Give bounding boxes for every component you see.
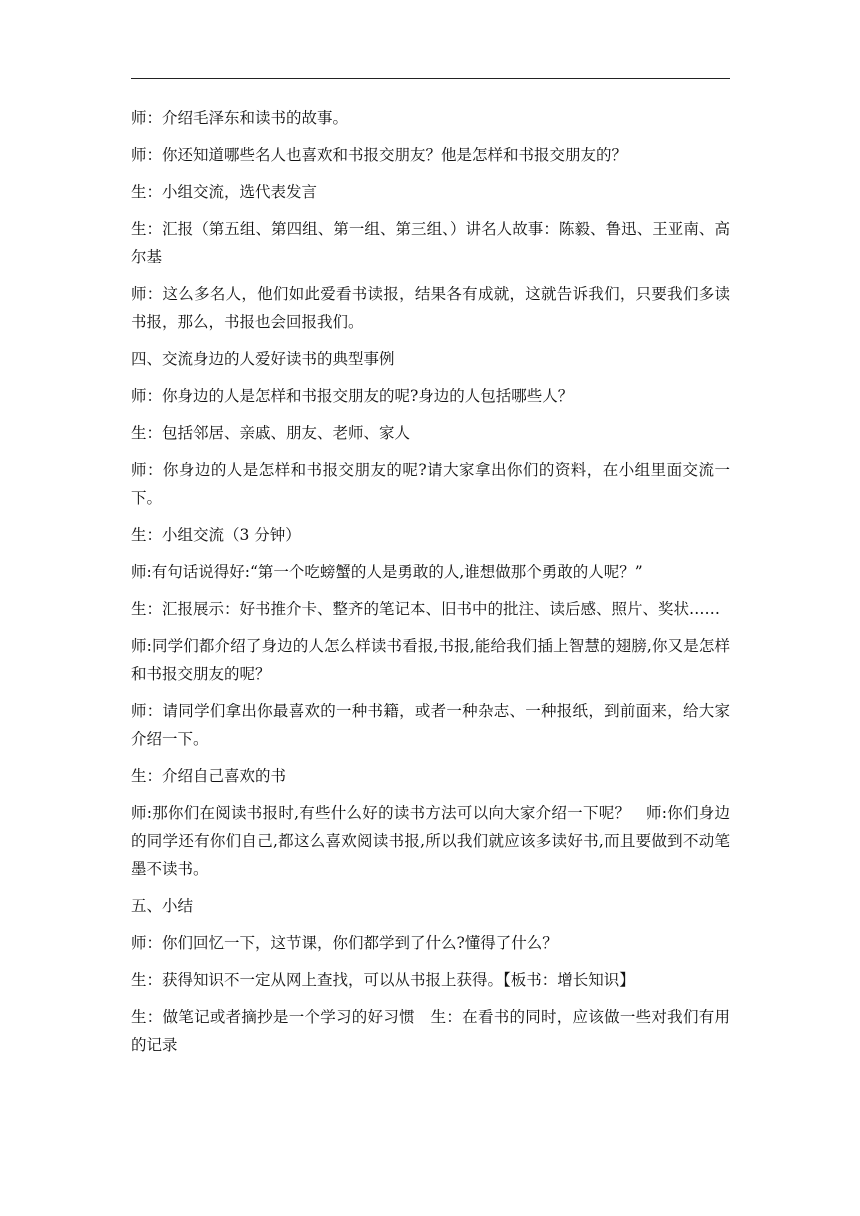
paragraph: 生：获得知识不一定从网上查找，可以从书报上获得。【板书：增长知识】 <box>131 971 635 989</box>
paragraph: 师：请同学们拿出你最喜欢的一种书籍，或者一种杂志、一种报纸，到前面来，给大家介绍一下。 <box>131 702 730 748</box>
header-rule <box>131 78 730 79</box>
paragraph: 师：介绍毛泽东和读书的故事。 <box>131 109 349 127</box>
section-heading: 四、交流身边的人爱好读书的典型事例 <box>131 350 395 368</box>
paragraph: 师：你还知道哪些名人也喜欢和书报交朋友？他是怎样和书报交朋友的？ <box>131 146 628 164</box>
paragraph: 生：介绍自己喜欢的书 <box>131 767 287 785</box>
paragraph: 师：你身边的人是怎样和书报交朋友的呢?请大家拿出你们的资料，在小组里面交流一下。 <box>131 461 730 507</box>
paragraph: 师:有句话说得好:“第一个吃螃蟹的人是勇敢的人,谁想做那个勇敢的人呢？” <box>131 563 643 581</box>
paragraph: 师:同学们都介绍了身边的人怎么样读书看报,书报,能给我们插上智慧的翅膀,你又是怎样和书报交朋友的呢？ <box>131 637 730 683</box>
section-heading: 五、小结 <box>131 897 194 915</box>
paragraph: 生：小组交流（3 分钟） <box>131 526 301 544</box>
document-body <box>131 104 730 1068</box>
paragraph: 师：你们回忆一下，这节课，你们都学到了什么?懂得了什么？ <box>131 934 558 952</box>
paragraph: 生：汇报（第五组、第四组、第一组、第三组、）讲名人故事：陈毅、鲁迅、王亚南、高尔基 <box>131 220 730 266</box>
paragraph: 生：做笔记或者摘抄是一个学习的好习惯 生：在看书的同时，应该做一些对我们有用的记录 <box>131 1008 730 1054</box>
paragraph: 生：汇报展示：好书推介卡、整齐的笔记本、旧书中的批注、读后感、照片、奖状…… <box>131 600 721 618</box>
paragraph: 生：包括邻居、亲戚、朋友、老师、家人 <box>131 424 411 442</box>
paragraph: 师:那你们在阅读书报时,有些什么好的读书方法可以向大家介绍一下呢？ 师:你们身边的同学还有你们自己,都这么喜欢阅读书报,所以我们就应该多读好书,而且要做到不动笔墨不读书。 <box>131 804 730 878</box>
paragraph: 师：这么多名人，他们如此爱看书读报，结果各有成就，这就告诉我们，只要我们多读书报，那么，书报也会回报我们。 <box>131 285 730 331</box>
paragraph: 师：你身边的人是怎样和书报交朋友的呢?身边的人包括哪些人？ <box>131 387 574 405</box>
paragraph: 生：小组交流，选代表发言 <box>131 183 318 201</box>
